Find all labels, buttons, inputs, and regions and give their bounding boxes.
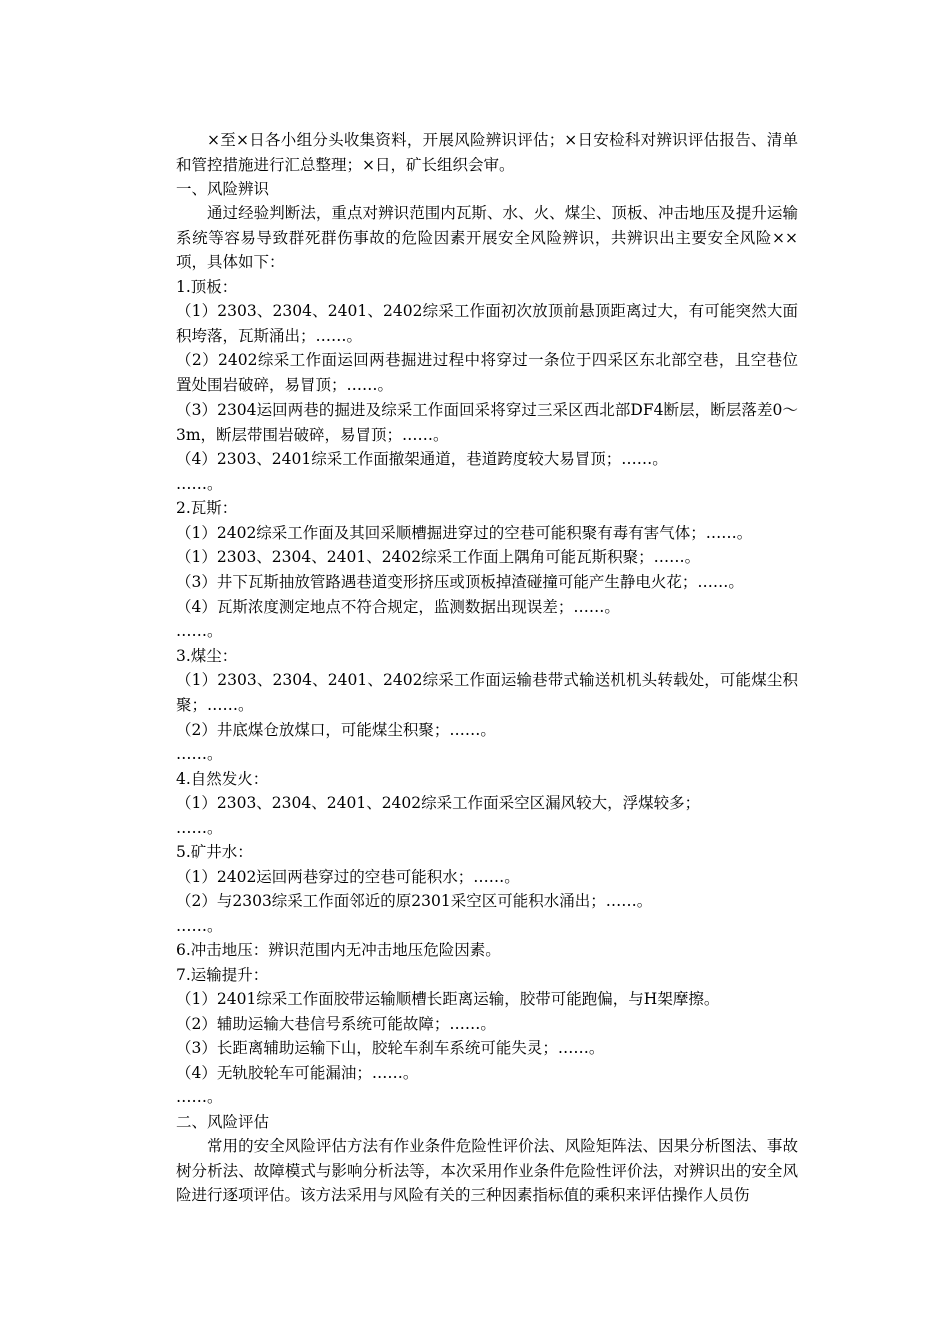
list-item: （3）2304运回两巷的掘进及综采工作面回采将穿过三采区西北部DF4断层，断层落差0～3m，断层带围岩破碎，易冒顶；……。 [176, 401, 798, 444]
category-water-title: 5.矿井水： [176, 843, 253, 861]
list-item: （1）2303、2304、2401、2402综采工作面运输巷带式输送机机头转载处，可能煤尘积聚；……。 [176, 671, 798, 714]
list-item: （4）2303、2401综采工作面撤架通道，巷道跨度较大易冒顶；……。 [176, 450, 668, 468]
ellipsis-line: ……。 [176, 622, 223, 640]
risk-identification-intro: 通过经验判断法，重点对辨识范围内瓦斯、水、火、煤尘、顶板、冲击地压及提升运输系统等容易导致群死群伤事故的危险因素开展安全风险辨识，共辨识出主要安全风险××项，具体如下： [176, 204, 798, 271]
intro-paragraph: ×至×日各小组分头收集资料，开展风险辨识评估；×日安检科对辨识评估报告、清单和管控措施进行汇总整理；×日，矿长组织会审。 [176, 131, 798, 174]
list-item: （4）瓦斯浓度测定地点不符合规定，监测数据出现误差；……。 [176, 598, 620, 616]
risk-assessment-body: 常用的安全风险评估方法有作业条件危险性评价法、风险矩阵法、因果分析图法、事故树分析法、故障模式与影响分析法等，本次采用作业条件危险性评价法，对辨识出的安全风险进行逐项评估。该方法采用与风险有关的三种因素指标值的乘积来评估操作人员伤 [176, 1137, 798, 1204]
ellipsis-line: ……。 [176, 1088, 223, 1106]
list-item: （2）与2303综采工作面邻近的原2301采空区可能积水涌出；……。 [176, 892, 653, 910]
list-item: （2）辅助运输大巷信号系统可能故障；……。 [176, 1015, 496, 1033]
list-item: （1）2402运回两巷穿过的空巷可能积水；……。 [176, 868, 520, 886]
list-item: （1）2303、2304、2401、2402综采工作面初次放顶前悬顶距离过大，有可能突然大面积垮落，瓦斯涌出；……。 [176, 302, 798, 345]
category-transport-title: 7.运输提升： [176, 966, 269, 984]
category-gas-title: 2.瓦斯： [176, 499, 238, 517]
list-item: （1）2303、2304、2401、2402综采工作面上隅角可能瓦斯积聚；……。 [176, 548, 701, 566]
ellipsis-line: ……。 [176, 745, 223, 763]
list-item: （2）井底煤仓放煤口，可能煤尘积聚；……。 [176, 721, 496, 739]
list-item: （3）长距离辅助运输下山，胶轮车刹车系统可能失灵；……。 [176, 1039, 605, 1057]
list-item: （1）2401综采工作面胶带运输顺槽长距离运输，胶带可能跑偏，与H架摩擦。 [176, 990, 720, 1008]
category-dust-title: 3.煤尘： [176, 647, 238, 665]
category-rockburst-title: 6.冲击地压：辨识范围内无冲击地压危险因素。 [176, 941, 501, 959]
ellipsis-line: ……。 [176, 475, 223, 493]
list-item: （2）2402综采工作面运回两巷掘进过程中将穿过一条位于四采区东北部空巷，且空巷位置处围岩破碎，易冒顶；……。 [176, 351, 798, 394]
list-item: （4）无轨胶轮车可能漏油；……。 [176, 1064, 419, 1082]
list-item: （1）2303、2304、2401、2402综采工作面采空区漏风较大，浮煤较多； [176, 794, 701, 812]
section-heading-risk-identification: 一、风险辨识 [176, 180, 270, 198]
list-item: （3）井下瓦斯抽放管路遇巷道变形挤压或顶板掉渣碰撞可能产生静电火花；……。 [176, 573, 744, 591]
list-item: （1）2402综采工作面及其回采顺槽掘进穿过的空巷可能积聚有毒有害气体；……。 [176, 524, 753, 542]
ellipsis-line: ……。 [176, 819, 223, 837]
section-heading-risk-assessment: 二、风险评估 [176, 1113, 270, 1131]
ellipsis-line: ……。 [176, 917, 223, 935]
category-fire-title: 4.自然发火： [176, 770, 269, 788]
category-roof-title: 1.顶板： [176, 278, 238, 296]
